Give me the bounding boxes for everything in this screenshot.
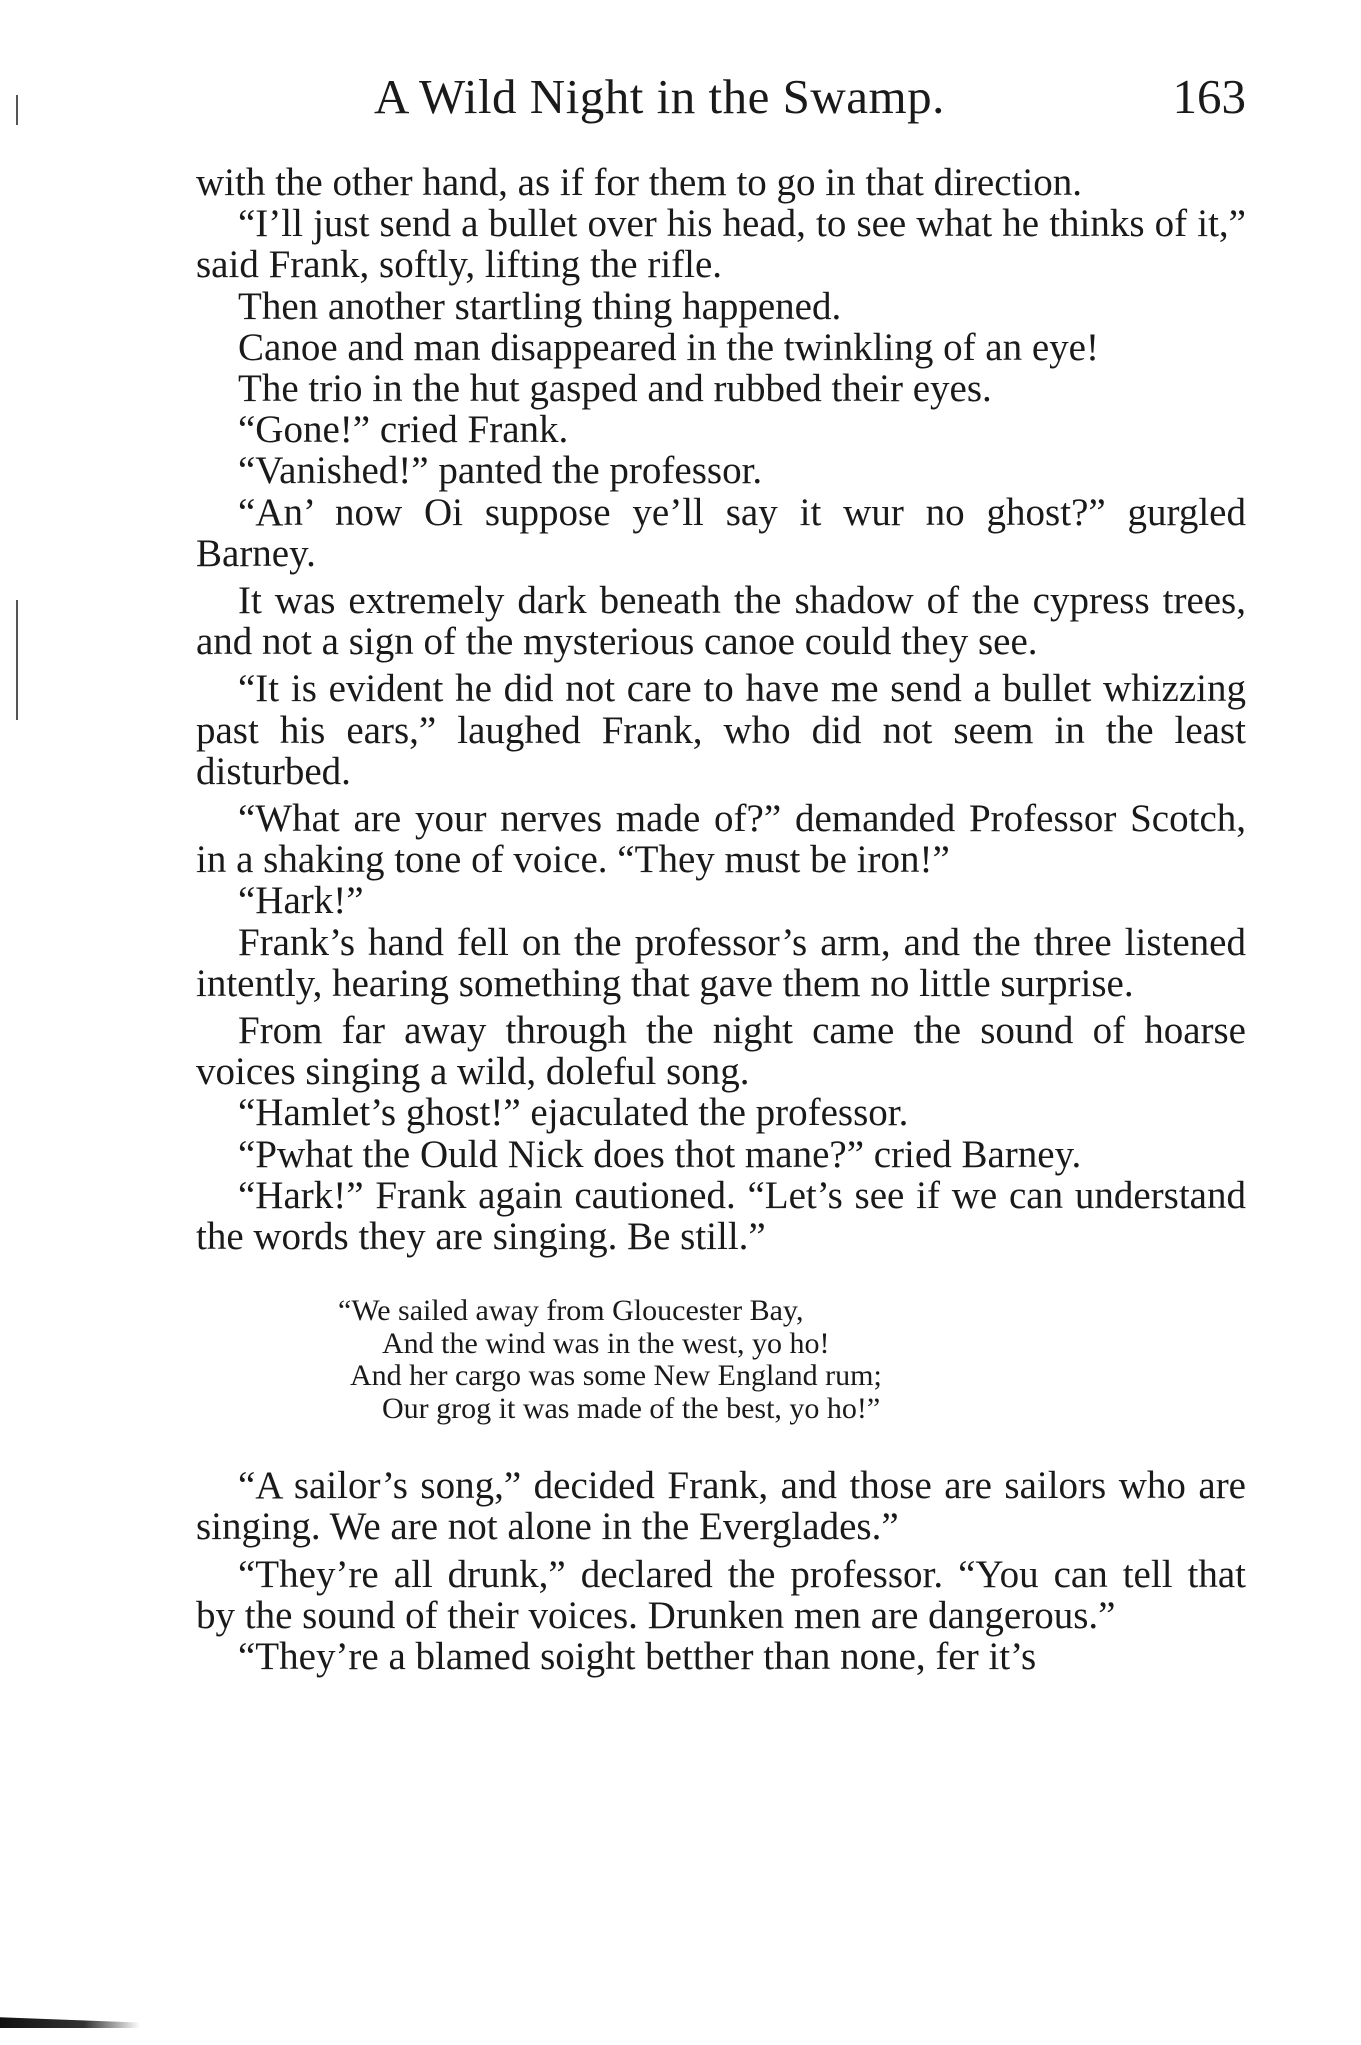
paragraph: “Hamlet’s ghost!” ejaculated the professor. (238, 1091, 909, 1135)
song-verse (196, 1295, 1246, 1425)
paragraph: “They’re all drunk,” declared the professor. “You can tell that by the sound of their voices. Drunken men are dangerous.” (196, 1552, 1246, 1637)
paragraph: “It is evident he did not care to have me send a bullet whizzing past his ears,” laughed Frank, who did not seem in the least disturbed. (196, 667, 1246, 793)
paragraph: “A sailor’s song,” decided Frank, and those are sailors who are singing. We are not alone in the Everglades.” (196, 1464, 1246, 1549)
paragraph: “Pwhat the Ould Nick does thot mane?” cried Barney. (238, 1132, 1082, 1176)
paragraph: “I’ll just send a bullet over his head, to see what he thinks of it,” said Frank, softly, lifting the rifle. (196, 202, 1246, 287)
binding-shadow (0, 2010, 140, 2028)
running-title: A Wild Night in the Swamp. (374, 69, 945, 124)
body-text (196, 162, 1246, 1677)
gutter-mark (16, 600, 18, 720)
paragraph: “They’re a blamed soight betther than none, fer it’s (238, 1635, 1037, 1679)
paragraph: From far away through the night came the sound of hoarse voices singing a wild, doleful song. (196, 1009, 1246, 1094)
paragraph: Then another startling thing happened. (238, 284, 842, 328)
paragraph: It was extremely dark beneath the shadow of the cypress trees, and not a sign of the mysterious canoe could they see. (196, 579, 1246, 664)
page-header (196, 68, 1246, 138)
paragraph: “Hark!” (238, 879, 364, 923)
verse-line: Our grog it was made of the best, yo ho!” (382, 1391, 881, 1425)
paragraph: Frank’s hand fell on the professor’s arm, and the three listened intently, hearing something that gave them no little surprise. (196, 920, 1246, 1005)
paragraph: The trio in the hut gasped and rubbed their eyes. (238, 367, 992, 411)
verse-line: And the wind was in the west, yo ho! (382, 1326, 830, 1360)
paragraph: “Hark!” Frank again cautioned. “Let’s see if we can understand the words they are singing. Be still.” (196, 1173, 1246, 1259)
paragraph: “Vanished!” panted the professor. (238, 449, 763, 493)
verse-line: And her cargo was some New England rum; (350, 1359, 882, 1393)
verse-line: “We sailed away from Gloucester Bay, (338, 1294, 804, 1328)
paragraph: Canoe and man disappeared in the twinkling of an eye! (238, 325, 1099, 369)
paragraph: with the other hand, as if for them to go in that direction. (196, 161, 1082, 204)
paragraph: “An’ now Oi suppose ye’ll say it wur no ghost?” gurgled Barney. (196, 490, 1246, 575)
paragraph: “What are your nerves made of?” demanded Professor Scotch, in a shaking tone of voice. “They must be iron!” (196, 797, 1246, 882)
paragraph: “Gone!” cried Frank. (238, 408, 569, 452)
page-number: 163 (1172, 69, 1246, 124)
gutter-mark (16, 95, 18, 125)
